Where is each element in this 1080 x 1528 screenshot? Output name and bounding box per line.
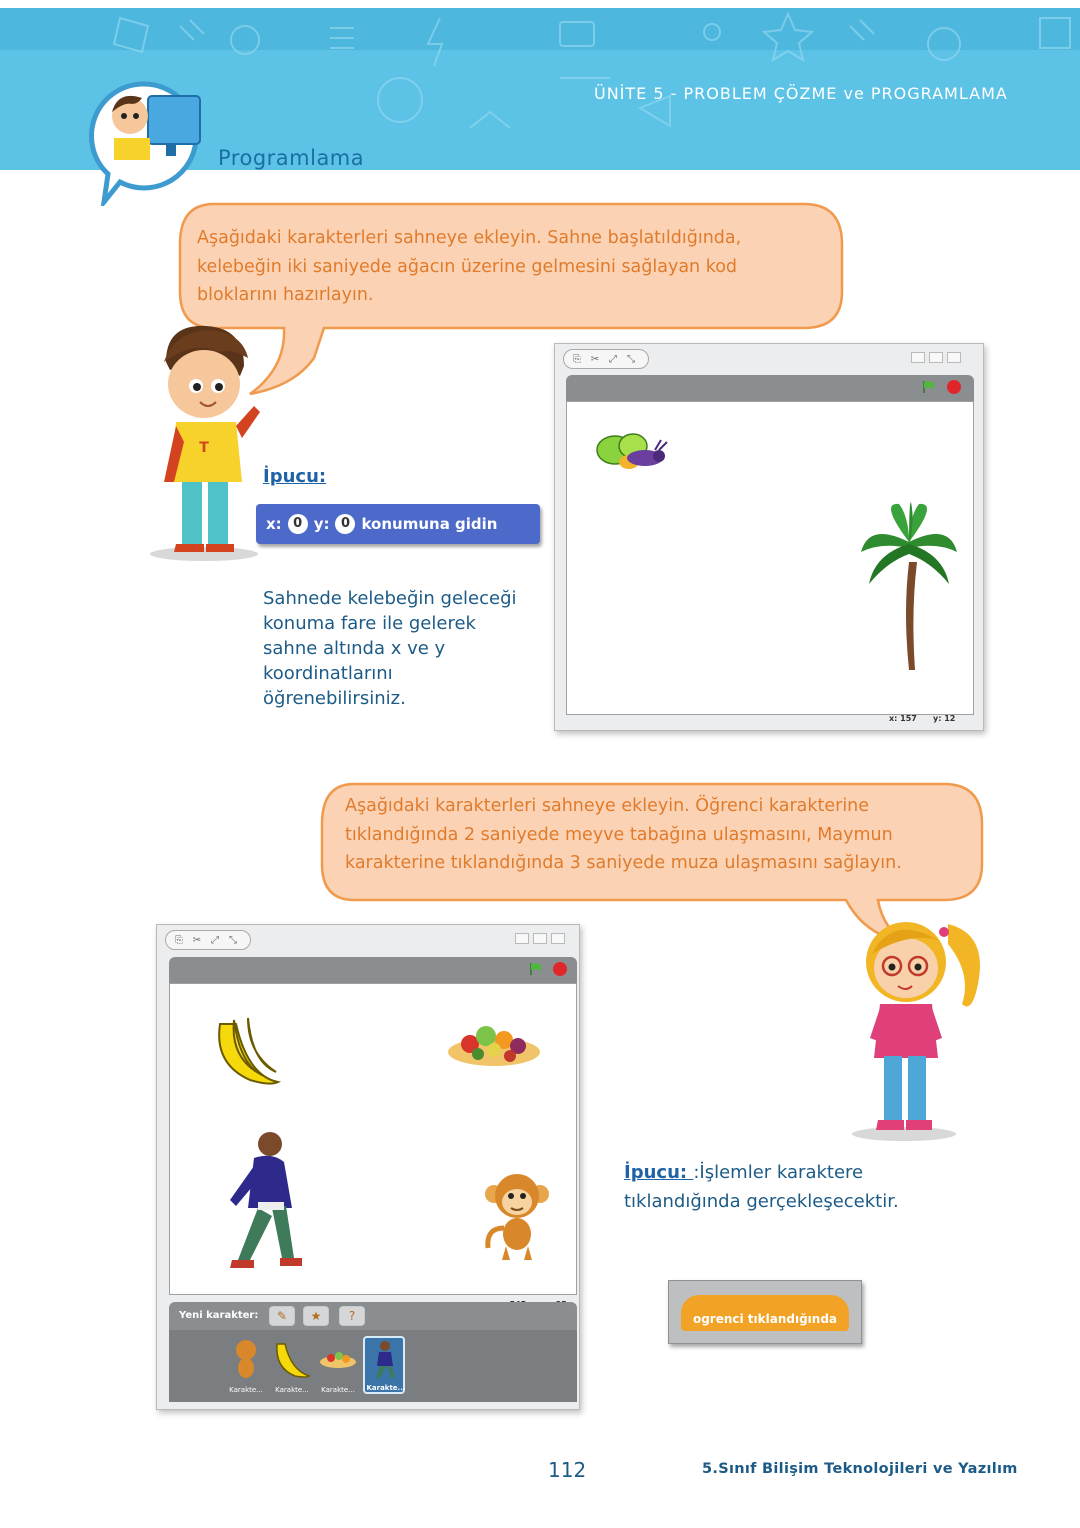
monkey-thumbnail-icon [225, 1336, 267, 1380]
cut-icon[interactable]: ✂ [192, 934, 202, 946]
hint-line-2: tıklandığında gerçekleşecektir. [624, 1191, 899, 1212]
sprite-list [169, 1330, 577, 1402]
instruction-line: Aşağıdaki karakterleri sahneye ekleyin. Sahne başlatıldığında, [197, 228, 742, 248]
section-title: Programlama [218, 146, 365, 170]
instruction-line: bloklarını hazırlayın. [197, 285, 374, 305]
hint-label-2: İpucu: [624, 1162, 694, 1183]
sprite-thumb-student[interactable] [363, 1336, 405, 1394]
mouse-x-readout: x: 157 [889, 714, 917, 723]
instruction-line: tıklandığında 2 saniyede meyve tabağına ulaşmasını, Maymun [345, 824, 893, 845]
activity2-instruction [345, 792, 902, 878]
mouse-y-readout: y: 12 [933, 714, 956, 723]
hint-line: koordinatlarını [263, 663, 393, 684]
student-sprite[interactable] [218, 1130, 308, 1280]
sprite-thumb-monkey[interactable] [225, 1336, 267, 1394]
sprite-thumb-fruit-plate[interactable] [317, 1336, 359, 1394]
activity1-instruction [197, 224, 741, 310]
duplicate-icon[interactable]: ⎘ [175, 934, 183, 946]
sprite-name: Karakte... [229, 1386, 263, 1394]
new-sprite-bar [169, 1302, 577, 1330]
cut-icon[interactable]: ✂ [590, 353, 600, 365]
grow-icon[interactable]: ⤢ [211, 934, 219, 946]
event-block-panel [668, 1280, 862, 1344]
hint-text-1 [263, 586, 517, 711]
sprite-thumb-banana[interactable] [271, 1336, 313, 1394]
section-logo-icon [82, 76, 212, 206]
green-flag-icon[interactable] [529, 962, 543, 976]
when-sprite-clicked-block[interactable]: ogrenci tıklandığında [681, 1295, 849, 1331]
duplicate-icon[interactable]: ⎘ [573, 353, 581, 365]
normal-stage-icon[interactable] [533, 933, 547, 944]
block-text: konumuna gidin [361, 515, 498, 533]
unit-title: ÜNİTE 5 - PROBLEM ÇÖZME ve PROGRAMLAMA [594, 84, 1008, 103]
scratch-stage-window-1 [554, 343, 984, 731]
view-mode-buttons[interactable] [515, 933, 565, 944]
hint-line: konuma fare ile gelerek [263, 613, 476, 634]
instruction-line: Aşağıdaki karakterleri sahneye ekleyin. Öğrenci karakterine [345, 796, 870, 816]
y-label: y: [313, 515, 330, 533]
fruit-plate-sprite[interactable] [446, 1014, 542, 1072]
butterfly-sprite[interactable] [593, 428, 669, 478]
stop-icon[interactable] [553, 962, 567, 976]
boy-character-image [146, 322, 264, 562]
grow-icon[interactable]: ⤢ [609, 353, 617, 365]
presentation-icon[interactable] [947, 352, 961, 363]
stage-top-bar [169, 957, 577, 983]
stage-toolbar[interactable] [563, 349, 649, 369]
paint-sprite-icon[interactable]: ✎ [269, 1306, 295, 1326]
book-title: 5.Sınıf Bilişim Teknolojileri ve Yazılım [702, 1461, 1018, 1477]
presentation-icon[interactable] [551, 933, 565, 944]
shrink-icon[interactable]: ⤡ [627, 353, 635, 365]
stage-toolbar[interactable] [165, 930, 251, 950]
small-stage-icon[interactable] [515, 933, 529, 944]
choose-sprite-icon[interactable]: ★ [303, 1306, 329, 1326]
hint-line: öğrenebilirsiniz. [263, 688, 406, 709]
new-sprite-label: Yeni karakter: [179, 1310, 259, 1321]
page-number: 112 [548, 1458, 587, 1482]
sprite-name: Karakte... [366, 1384, 406, 1392]
stop-icon[interactable] [947, 380, 961, 394]
hint-line [624, 1158, 899, 1187]
sprite-name: Karakte... [321, 1386, 355, 1394]
palm-tree-sprite[interactable] [859, 502, 959, 672]
goto-xy-block[interactable] [256, 504, 540, 544]
fruit-plate-thumbnail-icon [317, 1336, 359, 1380]
y-value-slot[interactable]: 0 [335, 514, 355, 534]
random-sprite-icon[interactable]: ? [339, 1306, 365, 1326]
hint-text-2 [624, 1158, 899, 1216]
svg-text:T: T [199, 440, 209, 456]
monkey-sprite[interactable] [482, 1172, 552, 1262]
small-stage-icon[interactable] [911, 352, 925, 363]
top-strip [0, 0, 1080, 8]
sprite-name: Karakte... [275, 1386, 309, 1394]
girl-character-image [848, 904, 988, 1144]
instruction-line: kelebeğin iki saniyede ağacın üzerine gelmesini sağlayan kod [197, 256, 738, 277]
x-label: x: [266, 515, 282, 533]
normal-stage-icon[interactable] [929, 352, 943, 363]
banana-sprite[interactable] [212, 1014, 282, 1086]
banana-thumbnail-icon [271, 1336, 313, 1380]
student-thumbnail-icon [365, 1338, 403, 1380]
stage-canvas[interactable] [566, 401, 974, 715]
instruction-line: karakterine tıklandığında 3 saniyede muza ulaşmasını sağlayın. [345, 853, 902, 873]
view-mode-buttons[interactable] [911, 352, 961, 363]
shrink-icon[interactable]: ⤡ [229, 934, 237, 946]
hint-line: sahne altında x ve y [263, 638, 446, 659]
hint-line-1: :İşlemler karaktere [693, 1162, 864, 1183]
hint-label-1: İpucu: [263, 466, 327, 487]
x-value-slot[interactable]: 0 [288, 514, 308, 534]
green-flag-icon[interactable] [922, 380, 936, 394]
stage-top-bar [566, 375, 974, 401]
stage-canvas[interactable] [169, 983, 577, 1295]
hint-line: Sahnede kelebeğin geleceği [263, 588, 517, 609]
